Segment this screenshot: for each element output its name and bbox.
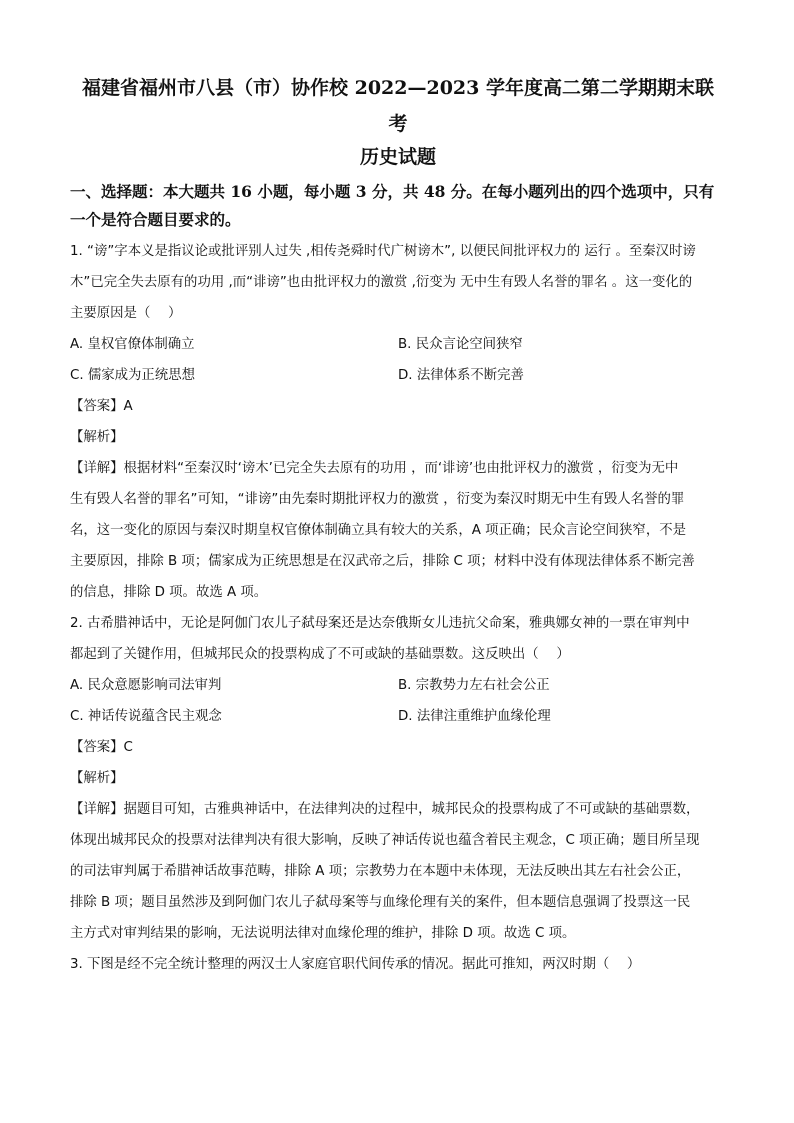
detail-line: 【详解】据题目可知，古雅典神话中，在法律判决的过程中，城邦民众的投票构成了不可或缺的基础票数， (70, 802, 700, 817)
question-stem-line: 2. 古希腊神话中，无论是阿伽门农儿子弑母案还是达奈俄斯女儿违抗父命案，雅典娜女神的一票在审判中 (70, 616, 690, 631)
options-group (70, 670, 726, 732)
question-stem-line: 3. 下图是经不完全统计整理的两汉士人家庭官职代间传承的情况。据此可推知，两汉时期（ ） (70, 957, 641, 972)
exam-title-line-1: 福建省福州市八县（市）协作校 2022—2023 学年度高二第二学期期末联 (82, 77, 714, 99)
detail-line: 的信息，排除 D 项。故选 A 项。 (70, 585, 268, 600)
detail-line: 主要原因，排除 B 项；儒家成为正统思想是在汉武帝之后，排除 C 项；材料中没有体现法律体系不断完善 (70, 554, 695, 569)
question-stem-line: 主要原因是（ ） (70, 306, 182, 321)
question-3 (70, 949, 726, 980)
option-b: B. 宗教势力左右社会公正 (398, 678, 550, 693)
question-stem-line: 1. “谤”字本义是指议论或批评别人过失 ,相传尧舜时代广树谤木”, 以便民间批评权力的 运行 。至秦汉时谤 (70, 244, 696, 259)
options-group (70, 329, 726, 391)
detail-line: 主方式对审判结果的影响，无法说明法律对血缘伦理的维护，排除 D 项。故选 C 项。 (70, 926, 576, 941)
option-a: A. 皇权官僚体制确立 (70, 337, 195, 352)
detail-line: 排除 B 项；题目虽然涉及到阿伽门农儿子弑母案等与血缘伦理有关的案件，但本题信息强调了投票这一民 (70, 895, 691, 910)
analysis-label: 【解析】 (70, 430, 124, 445)
detail-line: 的司法审判属于希腊神话故事范畴，排除 A 项；宗教势力在本题中未体现，无法反映出其左右社会公正， (70, 864, 691, 879)
detail-line: 生有毁人名誉的罪名”可知，“诽谤”由先秦时期批评权力的激赏 ，衍变为秦汉时期无中生有毁人名誉的罪 (70, 492, 685, 507)
section-heading-line-1: 一、选择题：本大题共 16 小题，每小题 3 分，共 48 分。在每小题列出的四个选项中，只有 (70, 182, 715, 201)
analysis-label: 【解析】 (70, 771, 124, 786)
question-2 (70, 608, 726, 949)
exam-page (70, 70, 726, 980)
option-d: D. 法律体系不断完善 (398, 368, 524, 383)
option-d: D. 法律注重维护血缘伦理 (398, 709, 551, 724)
option-c: C. 儒家成为正统思想 (70, 368, 195, 383)
question-stem-line: 木”已完全失去原有的功用 ,而“诽谤”也由批评权力的激赏 ,衍变为 无中生有毁人名誉的罪名 。这一变化的 (70, 275, 693, 290)
answer-label: 【答案】A (70, 399, 133, 414)
option-a: A. 民众意愿影响司法审判 (70, 678, 222, 693)
answer-label: 【答案】C (70, 740, 133, 755)
option-c: C. 神话传说蕴含民主观念 (70, 709, 222, 724)
option-b: B. 民众言论空间狭窄 (398, 337, 523, 352)
exam-subject-title: 历史试题 (359, 146, 436, 168)
detail-line: 【详解】根据材料“至秦汉时‘谤木’已完全失去原有的功用 ，而‘诽谤’也由批评权力的激赏 ，衍变为无中 (70, 461, 679, 476)
detail-line: 体现出城邦民众的投票对法律判决有很大影响，反映了神话传说也蕴含着民主观念，C 项正确；题目所呈现 (70, 833, 700, 848)
question-1 (70, 236, 726, 608)
section-heading-line-2: 一个是符合题目要求的。 (70, 210, 241, 229)
detail-line: 名，这一变化的原因与秦汉时期皇权官僚体制确立具有较大的关系，A 项正确；民众言论空间狭窄，不是 (70, 523, 686, 538)
question-stem-line: 都起到了关键作用，但城邦民众的投票构成了不可或缺的基础票数。这反映出（ ） (70, 647, 570, 662)
exam-title-line-2: 考 (388, 113, 408, 135)
